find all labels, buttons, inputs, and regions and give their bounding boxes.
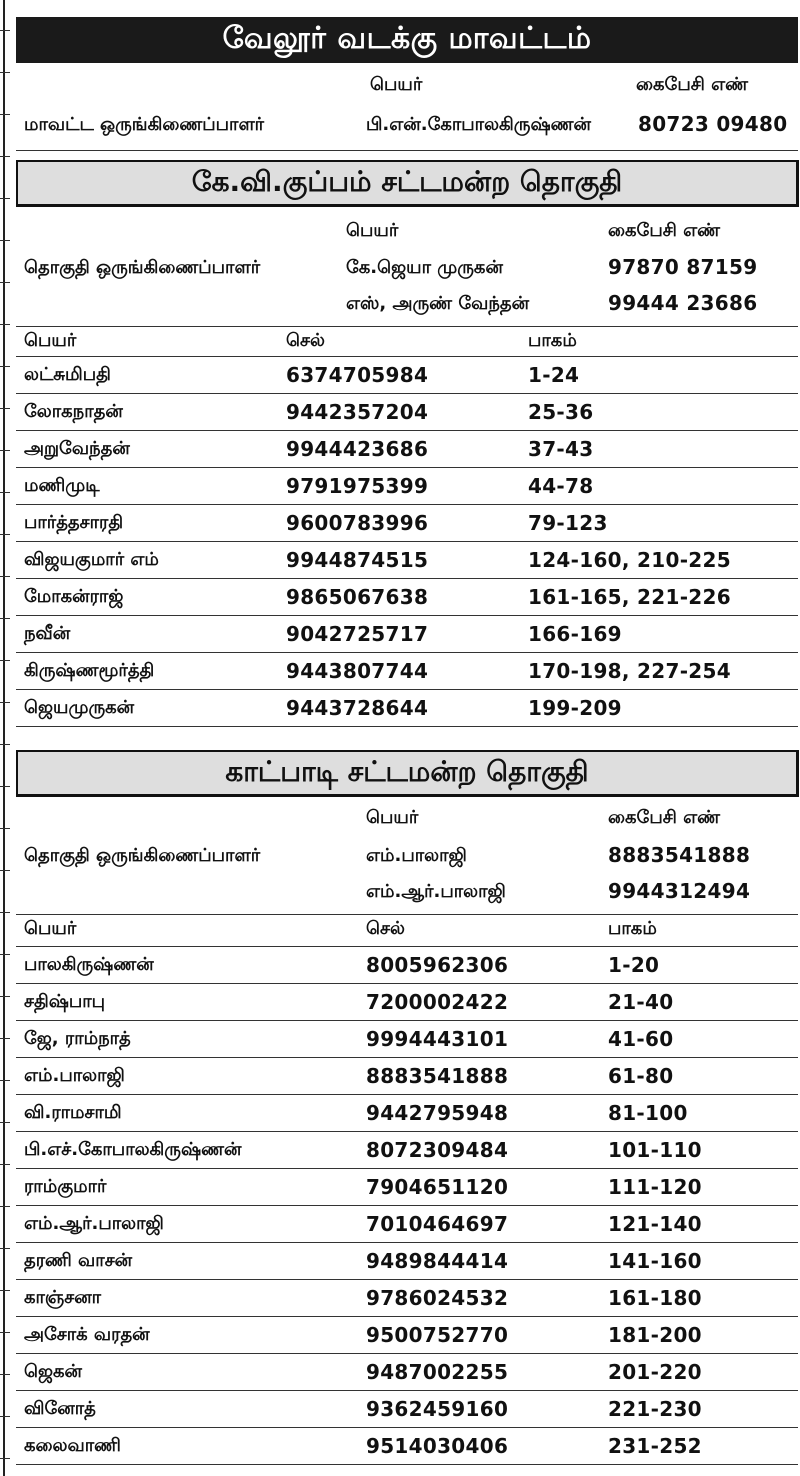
row-cell: 9442795948 <box>366 1101 509 1125</box>
row-divider <box>16 1279 798 1280</box>
row-divider <box>16 652 798 653</box>
edge-tick <box>0 408 10 409</box>
row-cell: 9944874515 <box>286 548 429 572</box>
row-cell: 9442357204 <box>286 400 429 424</box>
row-part: 170-198, 227-254 <box>528 659 731 683</box>
row-part: 1-24 <box>528 363 580 387</box>
edge-tick <box>0 1248 10 1249</box>
edge-tick <box>0 660 10 661</box>
row-part: 61-80 <box>608 1064 674 1088</box>
row-cell: 9487002255 <box>366 1360 509 1384</box>
row-divider <box>16 1464 798 1465</box>
district-coordinator-name: பி.என்.கோபாலகிருஷ்ணன் <box>366 114 591 135</box>
row-divider <box>16 578 798 579</box>
katpadi-coordinator-phone: 8883541888 <box>608 843 751 867</box>
row-cell: 8883541888 <box>366 1064 509 1088</box>
row-part: 201-220 <box>608 1360 702 1384</box>
divider <box>16 946 798 947</box>
row-cell: 9600783996 <box>286 511 429 535</box>
row-part: 25-36 <box>528 400 594 424</box>
left-edge-ticks <box>0 0 10 1476</box>
edge-tick <box>0 1206 10 1207</box>
katpadi-header-phone: கைபேசி எண் <box>608 807 721 828</box>
row-name: வினோத் <box>24 1398 96 1419</box>
row-name: ஜெயமுருகன் <box>24 697 135 718</box>
kv-kuppam-coordinator-phone: 97870 87159 <box>608 255 758 279</box>
row-name: கிருஷ்ணமூர்த்தி <box>24 660 155 681</box>
divider <box>16 326 798 327</box>
row-part: 81-100 <box>608 1101 688 1125</box>
kv-kuppam-coordinator-name: கே.ஜெயா முருகன் <box>346 257 503 278</box>
edge-tick <box>0 492 10 493</box>
row-divider <box>16 1205 798 1206</box>
row-name: எம்.ஆர்.பாலாஜி <box>24 1213 164 1234</box>
row-name: மணிமுடி <box>24 475 100 496</box>
row-part: 166-169 <box>528 622 622 646</box>
row-cell: 9500752770 <box>366 1323 509 1347</box>
row-part: 111-120 <box>608 1175 702 1199</box>
row-part: 37-43 <box>528 437 594 461</box>
divider <box>16 150 798 151</box>
row-name: எம்.பாலாஜி <box>24 1065 125 1086</box>
edge-tick <box>0 1290 10 1291</box>
edge-tick <box>0 324 10 325</box>
row-cell: 8072309484 <box>366 1138 509 1162</box>
row-cell: 7200002422 <box>366 990 509 1014</box>
kv-kuppam-coordinator-name: எஸ், அருண் வேந்தன் <box>346 293 530 314</box>
row-name: விஜயகுமார் எம் <box>24 549 159 570</box>
row-divider <box>16 689 798 690</box>
katpadi-role: தொகுதி ஒருங்கிணைப்பாளர் <box>24 845 261 866</box>
row-cell: 8005962306 <box>366 953 509 977</box>
row-part: 124-160, 210-225 <box>528 548 731 572</box>
row-part: 221-230 <box>608 1397 702 1421</box>
row-part: 181-200 <box>608 1323 702 1347</box>
edge-tick <box>0 1164 10 1165</box>
edge-tick <box>0 1080 10 1081</box>
edge-tick <box>0 1458 10 1459</box>
edge-tick <box>0 198 10 199</box>
edge-tick <box>0 1122 10 1123</box>
row-name: மோகன்ராஜ் <box>24 586 124 607</box>
row-name: லட்சுமிபதி <box>24 364 111 385</box>
row-cell: 7010464697 <box>366 1212 509 1236</box>
row-cell: 9489844414 <box>366 1249 509 1273</box>
row-part: 161-165, 221-226 <box>528 585 731 609</box>
row-cell: 9791975399 <box>286 474 429 498</box>
edge-tick <box>0 870 10 871</box>
edge-tick <box>0 114 10 115</box>
katpadi-coordinator-phone: 9944312494 <box>608 879 751 903</box>
kv-kuppam-coordinator-phone: 99444 23686 <box>608 291 758 315</box>
katpadi-coordinator-name: எம்.பாலாஜி <box>366 845 467 866</box>
row-part: 41-60 <box>608 1027 674 1051</box>
row-name: அறுவேந்தன் <box>24 438 130 459</box>
kv-kuppam-col-name: பெயர் <box>24 330 77 351</box>
row-divider <box>16 430 798 431</box>
row-cell: 6374705984 <box>286 363 429 387</box>
row-name: ஜே, ராம்நாத் <box>24 1028 131 1049</box>
katpadi-header-name: பெயர் <box>366 807 419 828</box>
edge-tick <box>0 366 10 367</box>
katpadi-col-part: பாகம் <box>608 918 657 939</box>
edge-tick <box>0 954 10 955</box>
edge-tick <box>0 1038 10 1039</box>
row-name: பாலகிருஷ்ணன் <box>24 954 154 975</box>
row-name: வி.ராமசாமி <box>24 1102 122 1123</box>
edge-tick <box>0 912 10 913</box>
row-part: 161-180 <box>608 1286 702 1310</box>
edge-tick <box>0 1374 10 1375</box>
row-name: அசோக் வரதன் <box>24 1324 150 1345</box>
row-divider <box>16 1094 798 1095</box>
edge-tick <box>0 1332 10 1333</box>
row-name: சதிஷ்பாபு <box>24 991 106 1012</box>
katpadi-coordinator-name: எம்.ஆர்.பாலாஜி <box>366 881 506 902</box>
row-part: 121-140 <box>608 1212 702 1236</box>
row-name: ஜெகன் <box>24 1361 82 1382</box>
row-part: 44-78 <box>528 474 594 498</box>
edge-tick <box>0 450 10 451</box>
row-divider <box>16 1353 798 1354</box>
district-header-phone: கைபேசி எண் <box>636 74 749 95</box>
kv-kuppam-header-name: பெயர் <box>346 220 399 241</box>
edge-tick <box>0 30 10 31</box>
row-part: 79-123 <box>528 511 608 535</box>
row-cell: 9443807744 <box>286 659 429 683</box>
district-role: மாவட்ட ஒருங்கிணைப்பாளர் <box>24 114 265 135</box>
district-header-name: பெயர் <box>370 74 423 95</box>
row-cell: 9443728644 <box>286 696 429 720</box>
edge-tick <box>0 72 10 73</box>
row-name: கலைவாணி <box>24 1435 121 1456</box>
row-divider <box>16 1316 798 1317</box>
row-divider <box>16 1057 798 1058</box>
row-name: காஞ்சனா <box>24 1287 102 1308</box>
katpadi-col-cell: செல் <box>366 918 405 939</box>
row-cell: 9514030406 <box>366 1434 509 1458</box>
row-divider <box>16 467 798 468</box>
row-name: தரணி வாசன் <box>24 1250 133 1271</box>
edge-tick <box>0 282 10 283</box>
row-cell: 9865067638 <box>286 585 429 609</box>
row-part: 21-40 <box>608 990 674 1014</box>
row-divider <box>16 726 798 727</box>
row-name: பி.எச்.கோபாலகிருஷ்ணன் <box>24 1139 242 1160</box>
kv-kuppam-title: கே.வி.குப்பம் சட்டமன்ற தொகுதி <box>16 160 799 207</box>
row-part: 101-110 <box>608 1138 702 1162</box>
row-divider <box>16 615 798 616</box>
edge-tick <box>0 828 10 829</box>
divider <box>16 914 798 915</box>
row-name: ராம்குமார் <box>24 1176 107 1197</box>
row-name: நவீன் <box>24 623 71 644</box>
row-part: 199-209 <box>528 696 622 720</box>
row-cell: 9786024532 <box>366 1286 509 1310</box>
edge-tick <box>0 702 10 703</box>
row-divider <box>16 983 798 984</box>
kv-kuppam-role: தொகுதி ஒருங்கிணைப்பாளர் <box>24 257 261 278</box>
row-cell: 7904651120 <box>366 1175 509 1199</box>
row-divider <box>16 1168 798 1169</box>
row-name: பார்த்தசாரதி <box>24 512 124 533</box>
row-name: லோகநாதன் <box>24 401 123 422</box>
row-divider <box>16 1242 798 1243</box>
katpadi-col-name: பெயர் <box>24 918 77 939</box>
katpadi-title: காட்பாடி சட்டமன்ற தொகுதி <box>16 750 799 797</box>
district-title: வேலூர் வடக்கு மாவட்டம் <box>16 17 798 63</box>
edge-tick <box>0 240 10 241</box>
kv-kuppam-col-cell: செல் <box>286 330 325 351</box>
edge-tick <box>0 996 10 997</box>
row-part: 1-20 <box>608 953 660 977</box>
row-cell: 9042725717 <box>286 622 429 646</box>
kv-kuppam-header-phone: கைபேசி எண் <box>608 220 721 241</box>
row-part: 141-160 <box>608 1249 702 1273</box>
row-cell: 9944423686 <box>286 437 429 461</box>
edge-tick <box>0 576 10 577</box>
row-cell: 9362459160 <box>366 1397 509 1421</box>
row-divider <box>16 1390 798 1391</box>
row-part: 231-252 <box>608 1434 702 1458</box>
edge-tick <box>0 534 10 535</box>
row-divider <box>16 1131 798 1132</box>
row-cell: 9994443101 <box>366 1027 509 1051</box>
edge-tick <box>0 744 10 745</box>
edge-tick <box>0 786 10 787</box>
row-divider <box>16 1020 798 1021</box>
row-divider <box>16 393 798 394</box>
row-divider <box>16 541 798 542</box>
row-divider <box>16 504 798 505</box>
edge-tick <box>0 1416 10 1417</box>
row-divider <box>16 1427 798 1428</box>
divider <box>16 356 798 357</box>
edge-tick <box>0 156 10 157</box>
district-coordinator-phone: 80723 09480 <box>638 112 788 136</box>
edge-tick <box>0 618 10 619</box>
kv-kuppam-col-part: பாகம் <box>528 330 577 351</box>
